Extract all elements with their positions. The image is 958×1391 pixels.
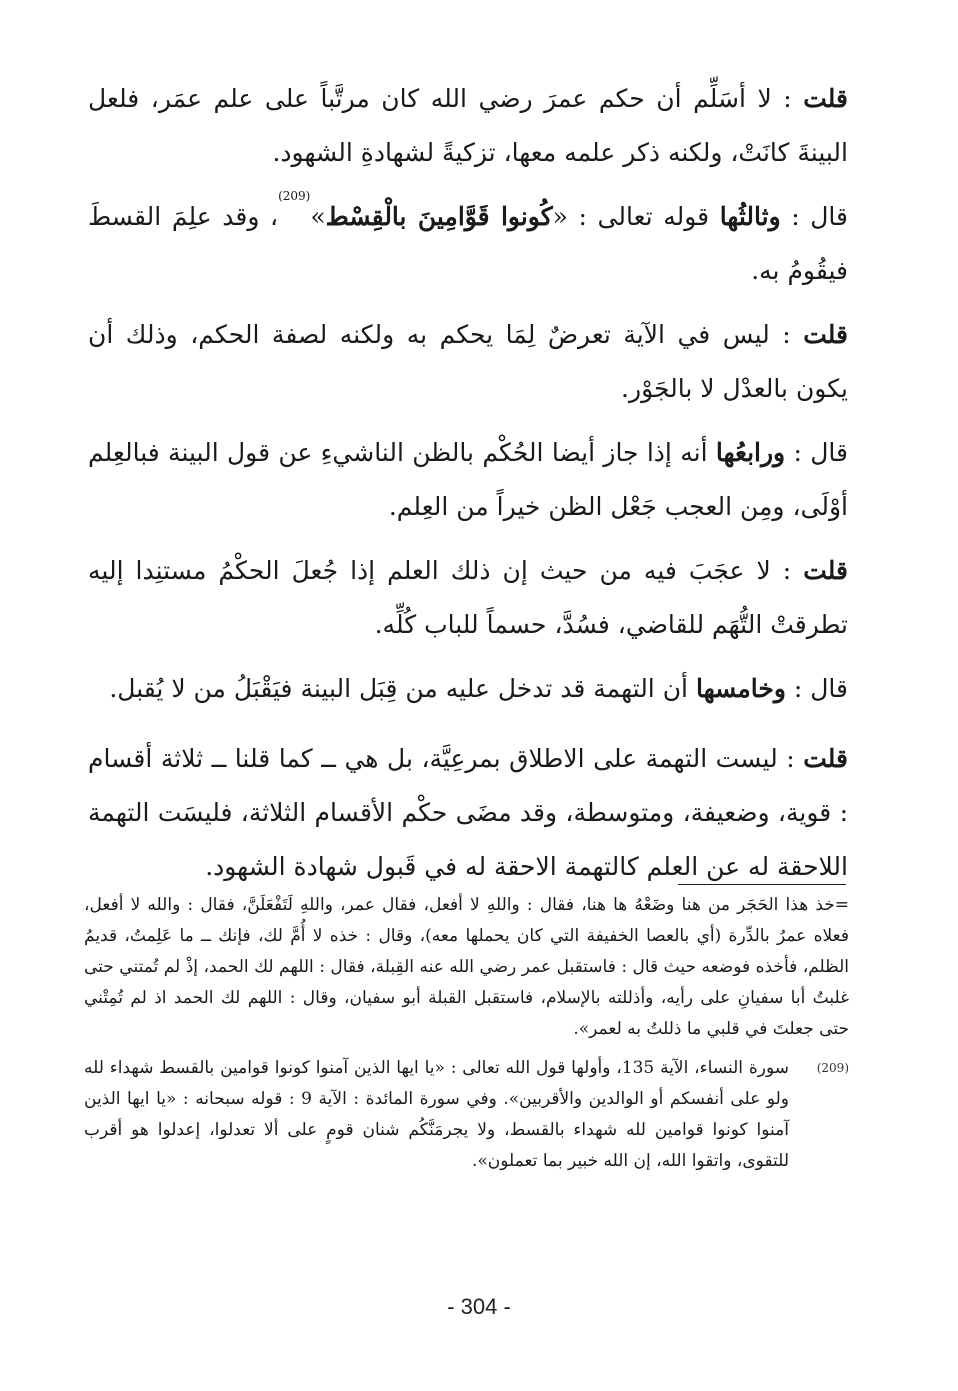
paragraph-3-text: : ليس في الآية تعرضٌ لِمَا يحكم به ولكنه لصفة الحكم، وذلك أن يكون بالعدْل لا بالجَوْر. (88, 320, 848, 403)
footnote-209-text: سورة النساء، الآية 135، وأولها قول الله تعالى : «يا ايها الذين آمنوا كونوا قوامين بالقسط شهداء لله ولو على أنفسكم أو الوالدين والأقربين». وفي سورة المائدة : الآية 9 : قوله سبحانه : «يا ايها الذين آمنوا كونوا قوامين لله شهداء بالقسط، ولا يجرمَنَّكُم شنان قومٍ على ألا تعدلوا، إعدلوا هو أقرب للتقوى، واتقوا الله، إن الله خبير بما تعملون». (84, 1058, 790, 1171)
paragraph-5-lead: قلت (803, 556, 848, 585)
paragraph-2-post-quote: » (310, 202, 326, 231)
footnote-209-label: (209) (816, 1061, 849, 1075)
footnote-209 (84, 1053, 849, 1177)
main-text (88, 72, 848, 904)
paragraph-7-lead: قلت (803, 744, 848, 773)
footnotes (84, 890, 849, 1177)
paragraph-5-text: : لا عجَبَ فيه من حيث إن ذلك العلم إذا جُعلَ الحكْمُ مستنِدا إليه تطرقتْ التُّهَم للقاضي، فسُدَّ، حسماً للباب كُلِّه. (88, 556, 848, 639)
paragraph-6-bold-word: وخامسها (695, 674, 786, 703)
paragraph-4-text: أنه إذا جاز أيضا الحُكْم بالظن الناشيءِ عن قول البينة فبالعِلم أوْلَى، ومِن العجب جَعْل الظن خيراً من العِلم. (88, 438, 848, 521)
page-number: - 304 - (447, 1294, 511, 1319)
paragraph-6 (88, 662, 848, 716)
paragraph-2-quote: كُونوا قَوَّامِينَ بالْقِسْط (325, 202, 553, 231)
paragraph-4-lead: قال : (785, 438, 848, 467)
paragraph-6-text: أن التهمة قد تدخل عليه من قِبَل البينة فيَقْبَلُ من لا يُقبل. (109, 674, 696, 703)
paragraph-4 (88, 426, 848, 534)
paragraph-1 (88, 72, 848, 180)
paragraph-4-bold-word: ورابعُها (715, 438, 786, 467)
footnote-divider (678, 884, 846, 885)
footnote-ref-209[interactable]: (209) (278, 189, 311, 203)
paragraph-3-lead: قلت (803, 320, 848, 349)
paragraph-3 (88, 308, 848, 416)
paragraph-7 (88, 732, 848, 894)
paragraph-2-bold-word: وثالثُها (719, 202, 781, 231)
paragraph-2-pre-quote: قوله تعالى : « (552, 202, 720, 231)
paragraph-1-text: : لا أسَلِّم أن حكم عمرَ رضي الله كان مرتَّباً على علم عمَر، فلعل البينةَ كانَتْ، ولكنه ذكر علمه معها، تزكيةً لشهادةِ الشهود. (88, 84, 848, 167)
paragraph-2-text: ، وقد علِمَ القسطَ فيقُومُ به. (88, 202, 848, 285)
paragraph-2-lead: قال : (780, 202, 848, 231)
paragraph-2 (88, 190, 848, 298)
paragraph-7-text: : ليست التهمة على الاطلاق بمرعِيَّة، بل هي ــ كما قلنا ــ ثلاثة أقسام : قوية، وضعيفة، ومتوسطة، وقد مضَى حكْم الأقسام الثلاثة، فليسَت التهمة اللاحقة له عن العلم كالتهمة الاحقة له في قَبول شهادة الشهود. (88, 744, 848, 881)
footnote-continuation: =خذ هذا الحَجَر من هنا وضَعْهُ ها هنا، فقال : واللهِ لا أفعل، فقال عمر، واللهِ لَتَفْعَلَنَّ، فقال : والله لا أفعل، فعلاه عمرُ بالدِّرة (أي بالعصا الخفيفة التي كان يحملها معه)، وقال : خذه لا أُمَّ لك، فإنك ــ ما عَلِمتُ، قديمُ الظلم، فأخذه فوضعه حيث قال : فاستقبل عمر رضي الله عنه القِبلة، فقال : اللهم لك الحمد، إذْ لم تُمتني حتى غلبتُ أبا سفيانِ على رأيه، وأذللته بالإسلام، فاستقبل القبلة أبو سفيان، وقال : اللهم لك الحمد اذ لم تُمِتْني حتى جعلتَ في قلبي ما ذللتُ به لعمر». (84, 895, 849, 1039)
paragraph-5 (88, 544, 848, 652)
paragraph-1-lead: قلت (803, 84, 848, 113)
paragraph-6-lead: قال : (785, 674, 848, 703)
